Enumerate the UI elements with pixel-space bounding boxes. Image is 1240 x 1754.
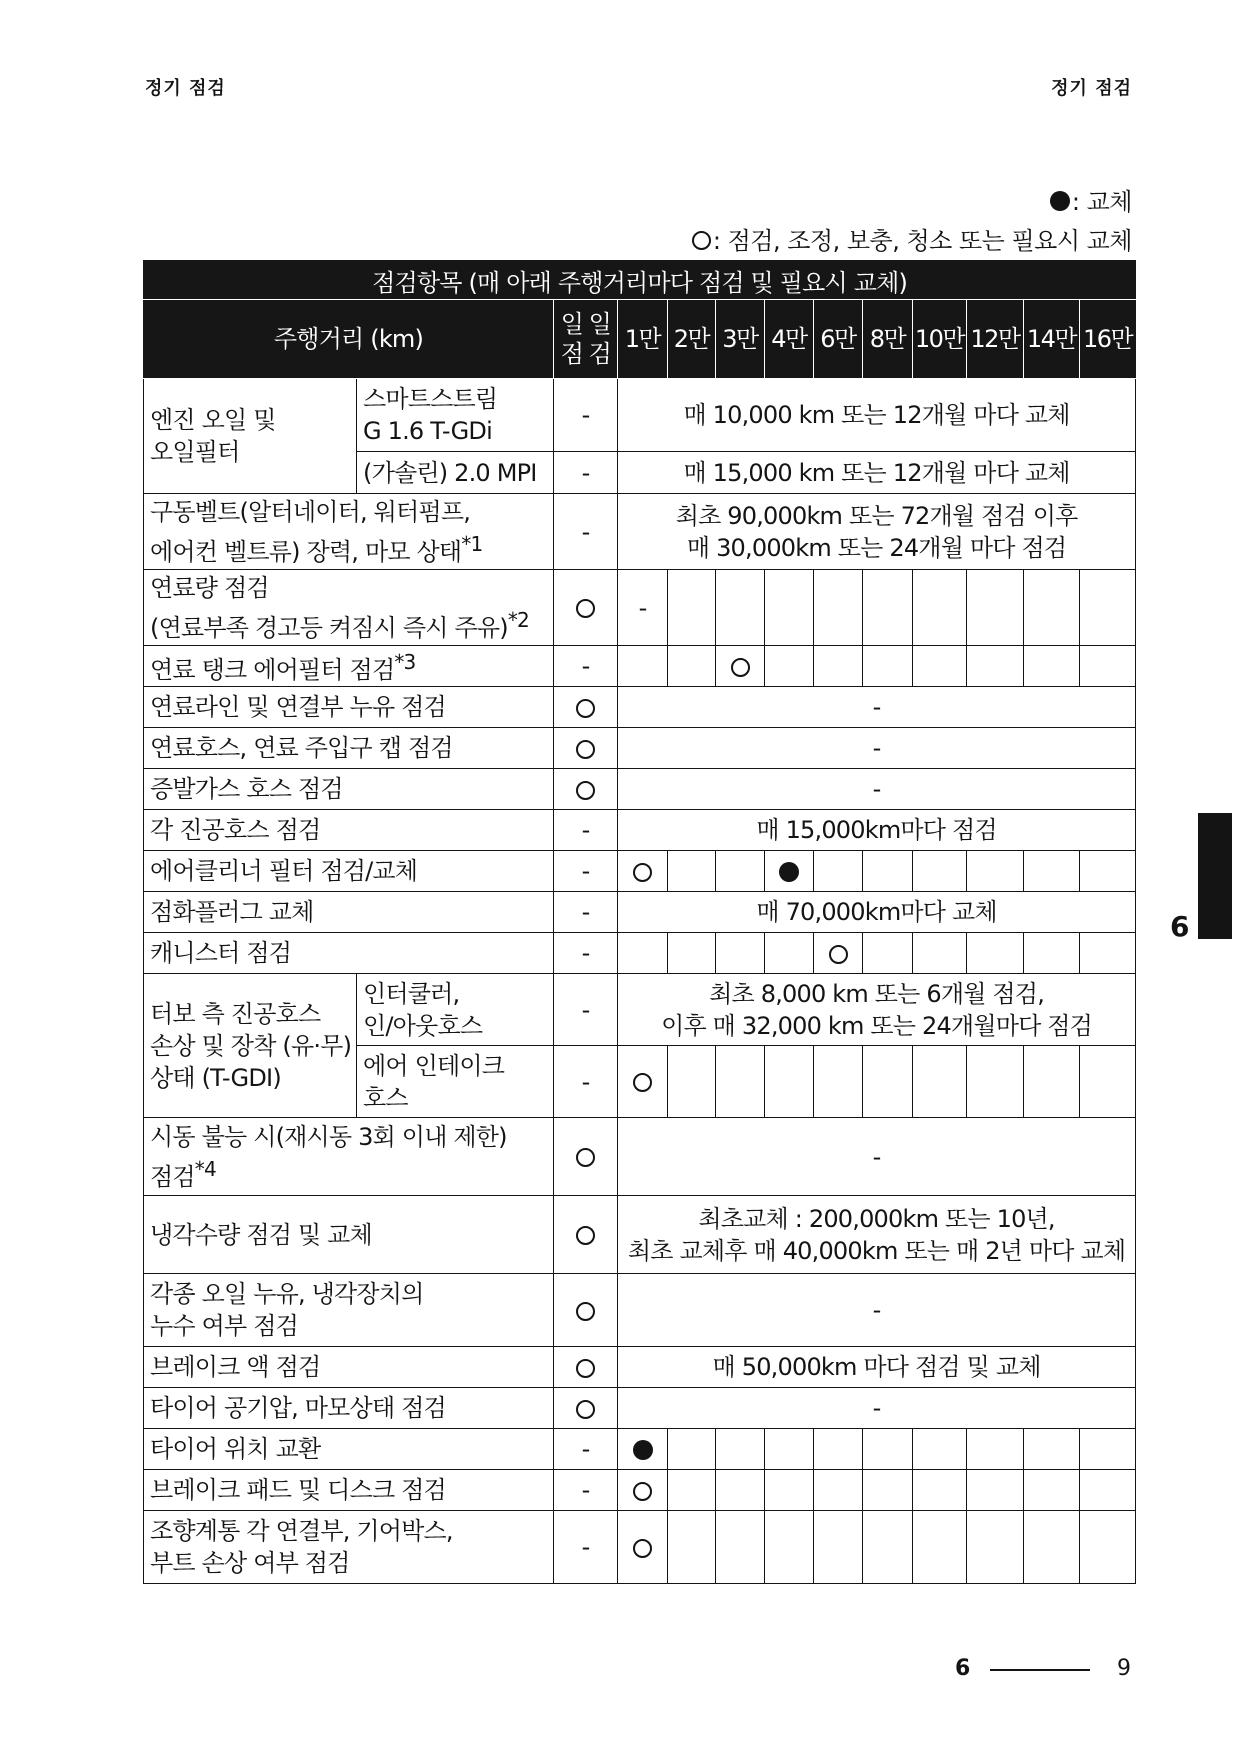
interval-cell [765, 1511, 814, 1584]
interval-cell [863, 933, 913, 974]
interval-header: 16만 [1080, 300, 1136, 379]
chapter-tab-marker [1198, 813, 1232, 939]
interval-cell [1024, 1429, 1080, 1470]
item-air-cleaner: 에어클리너 필터 점검/교체 [144, 851, 554, 892]
item-fuel-tank-filter [144, 646, 554, 687]
interval-cell [716, 646, 765, 687]
daily-cell: - [554, 1470, 618, 1511]
interval-header: 2만 [668, 300, 716, 379]
daily-cell [554, 687, 618, 728]
open-circle-icon [576, 599, 595, 618]
filled-dot-icon [633, 1440, 653, 1460]
interval-cell [863, 1470, 913, 1511]
item-label-line: 구동벨트(알터네이터, 워터펌프, [150, 497, 471, 526]
interval-cell [814, 1470, 863, 1511]
item-fuel-line: 연료라인 및 연결부 누유 점검 [144, 687, 554, 728]
interval-cell [967, 1470, 1024, 1511]
table-row [144, 1470, 1136, 1511]
item-drive-belt [144, 494, 554, 570]
daily-cell [554, 570, 618, 646]
footnote-ref: *1 [461, 531, 483, 556]
sub-item-label [357, 379, 554, 452]
daily-cell: - [554, 1046, 618, 1118]
table-row [144, 646, 1136, 687]
item-brake-pad: 브레이크 패드 및 디스크 점검 [144, 1470, 554, 1511]
item-oil-leak [144, 1274, 554, 1347]
interval-cell [913, 933, 967, 974]
item-label-line: 시동 불능 시(재시동 3회 이내 제한) [150, 1122, 507, 1151]
daily-cell: - [554, 646, 618, 687]
table-row [144, 1511, 1136, 1584]
interval-cell [967, 646, 1024, 687]
interval-cell [814, 851, 863, 892]
item-fuel-level [144, 570, 554, 646]
interval-cell [668, 570, 716, 646]
table-row [144, 892, 1136, 933]
open-circle-icon [731, 658, 750, 677]
interval-span-line: 이후 매 32,000 km 또는 24개월마다 점검 [661, 1011, 1093, 1040]
daily-cell: - [554, 1429, 618, 1470]
interval-cell [618, 851, 668, 892]
interval-span [618, 494, 1136, 570]
daily-cell [554, 1388, 618, 1429]
daily-check-header-line: 일 일 [560, 310, 611, 338]
open-circle-icon [633, 1073, 652, 1092]
interval-span-line: 최초교체 : 200,000km 또는 10년, [698, 1204, 1055, 1233]
interval-cell [1080, 851, 1136, 892]
interval-cell [618, 1511, 668, 1584]
interval-span: - [618, 728, 1136, 769]
interval-cell [814, 570, 863, 646]
sub-item-label-line: 에어 인테이크 [363, 1051, 505, 1080]
interval-cell [668, 1429, 716, 1470]
daily-check-header-line: 점 검 [560, 340, 611, 368]
item-label-line: 조향계통 각 연결부, 기어박스, [150, 1517, 453, 1545]
interval-header: 1만 [618, 300, 668, 379]
item-no-start [144, 1118, 554, 1196]
interval-cell [863, 851, 913, 892]
item-canister: 캐니스터 점검 [144, 933, 554, 974]
interval-cell [668, 1511, 716, 1584]
interval-cell [1080, 646, 1136, 687]
item-tire-rotation: 타이어 위치 교환 [144, 1429, 554, 1470]
interval-cell [668, 1046, 716, 1118]
interval-span: - [618, 1118, 1136, 1196]
table-row [144, 769, 1136, 810]
table-row [144, 494, 1136, 570]
interval-span-line: 최초 90,000km 또는 72개월 점검 이후 [675, 501, 1078, 530]
sub-item-label-line: 호스 [363, 1083, 408, 1112]
interval-cell [913, 646, 967, 687]
open-circle-icon [576, 1400, 595, 1419]
interval-cell [967, 1511, 1024, 1584]
interval-span: 매 50,000km 마다 점검 및 교체 [618, 1347, 1136, 1388]
open-circle-icon [576, 1359, 595, 1378]
interval-cell [765, 851, 814, 892]
interval-cell [814, 1511, 863, 1584]
daily-cell [554, 728, 618, 769]
interval-cell [1080, 1046, 1136, 1118]
running-header-right: 정기 점검 [1051, 78, 1132, 99]
interval-cell [716, 1046, 765, 1118]
item-spark-plug: 점화플러그 교체 [144, 892, 554, 933]
interval-span-line: 매 30,000km 또는 24개월 마다 점검 [686, 533, 1067, 562]
open-circle-icon [633, 863, 652, 882]
legend-inspect-label: : 점검, 조정, 보충, 청소 또는 필요시 교체 [712, 227, 1132, 255]
interval-cell [716, 570, 765, 646]
interval-span-line: 최초 8,000 km 또는 6개월 점검, [709, 979, 1045, 1008]
table-row [144, 810, 1136, 851]
item-turbo-vacuum-hose [144, 974, 357, 1118]
table-row [144, 1429, 1136, 1470]
interval-cell [716, 933, 765, 974]
daily-cell: - [554, 974, 618, 1046]
interval-cell [1080, 1511, 1136, 1584]
daily-cell: - [554, 892, 618, 933]
interval-cell [913, 1429, 967, 1470]
interval-cell [814, 1046, 863, 1118]
daily-cell: - [554, 494, 618, 570]
table-row [144, 379, 1136, 452]
open-circle-icon [576, 699, 595, 718]
item-vacuum-hose: 각 진공호스 점검 [144, 810, 554, 851]
footer-section-number: 6 [955, 1656, 971, 1681]
interval-cell [668, 646, 716, 687]
table-row [144, 974, 1136, 1046]
interval-cell [618, 1046, 668, 1118]
table-row [144, 1274, 1136, 1347]
interval-span-line: 최초 교체후 매 40,000km 또는 매 2년 마다 교체 [627, 1236, 1126, 1265]
sub-item-label-line: 스마트스트림 [363, 385, 498, 413]
interval-header: 4만 [765, 300, 814, 379]
interval-cell [863, 646, 913, 687]
item-fuel-hose: 연료호스, 연료 주입구 캡 점검 [144, 728, 554, 769]
interval-header: 10만 [913, 300, 967, 379]
interval-span: - [618, 769, 1136, 810]
item-label-line: 에어컨 벨트류) 장력, 마모 상태 [150, 537, 462, 566]
interval-cell [863, 1511, 913, 1584]
footnote-ref: *2 [507, 607, 529, 632]
interval-cell [618, 1470, 668, 1511]
daily-cell [554, 769, 618, 810]
interval-header: 3만 [716, 300, 765, 379]
table-header-row [144, 300, 1136, 379]
filled-dot-icon [1050, 191, 1070, 211]
table-row [144, 687, 1136, 728]
item-coolant: 냉각수량 점검 및 교체 [144, 1196, 554, 1274]
open-circle-icon [576, 740, 595, 759]
interval-cell [1024, 1511, 1080, 1584]
interval-cell [1024, 1470, 1080, 1511]
interval-cell [863, 1046, 913, 1118]
item-steering [144, 1511, 554, 1584]
interval-header: 6만 [814, 300, 863, 379]
interval-cell [716, 1511, 765, 1584]
running-header-left: 정기 점검 [145, 78, 226, 99]
interval-cell [863, 570, 913, 646]
interval-span: - [618, 687, 1136, 728]
sub-item-label-line: 인/아웃호스 [363, 1011, 483, 1040]
table-row [144, 1347, 1136, 1388]
item-label-line: 부트 손상 여부 점검 [150, 1549, 350, 1577]
interval-cell [863, 1429, 913, 1470]
interval-cell [1080, 570, 1136, 646]
interval-cell [1080, 1470, 1136, 1511]
table-title-row [144, 261, 1136, 300]
footer-divider [990, 1669, 1090, 1671]
interval-span: 매 70,000km마다 교체 [618, 892, 1136, 933]
interval-cell [967, 1046, 1024, 1118]
interval-cell [913, 1046, 967, 1118]
daily-cell: - [554, 851, 618, 892]
interval-cell [765, 646, 814, 687]
open-circle-icon [576, 781, 595, 800]
interval-cell [814, 1429, 863, 1470]
table-row [144, 933, 1136, 974]
legend-inspect [692, 221, 1132, 256]
interval-cell [913, 1470, 967, 1511]
item-label-line: 누수 여부 점검 [150, 1312, 298, 1340]
interval-span: 매 15,000km마다 점검 [618, 810, 1136, 851]
interval-cell [913, 570, 967, 646]
daily-check-header [554, 300, 618, 379]
open-circle-icon [829, 945, 848, 964]
interval-cell: - [618, 570, 668, 646]
interval-cell [1024, 570, 1080, 646]
open-circle-icon [692, 231, 711, 250]
item-label-line: (연료부족 경고등 켜짐시 즉시 주유) [150, 613, 508, 642]
interval-cell [618, 933, 668, 974]
sub-item-label-line: 인터쿨러, [363, 979, 460, 1008]
interval-cell [967, 570, 1024, 646]
interval-cell [668, 851, 716, 892]
item-vapor-hose: 증발가스 호스 점검 [144, 769, 554, 810]
sub-item-label: (가솔린) 2.0 MPI [357, 452, 554, 494]
open-circle-icon [576, 1148, 595, 1167]
daily-cell: - [554, 810, 618, 851]
item-label-line: 엔진 오일 및 [150, 406, 276, 434]
footnote-ref: *4 [194, 1156, 216, 1181]
open-circle-icon [576, 1302, 595, 1321]
table-row [144, 1118, 1136, 1196]
footer-page-number: 9 [1117, 1656, 1131, 1681]
filled-dot-icon [779, 862, 799, 882]
mileage-header: 주행거리 (km) [144, 300, 554, 379]
daily-cell: - [554, 452, 618, 494]
interval-cell [1024, 933, 1080, 974]
daily-cell [554, 1274, 618, 1347]
item-label-line: 손상 및 장착 (유·무) [150, 1031, 352, 1060]
interval-span: - [618, 1388, 1136, 1429]
table-row [144, 851, 1136, 892]
table-row [144, 1196, 1136, 1274]
interval-cell [765, 1470, 814, 1511]
daily-cell: - [554, 933, 618, 974]
item-brake-fluid: 브레이크 액 점검 [144, 1347, 554, 1388]
interval-span [618, 1196, 1136, 1274]
item-label-line: 상태 (T-GDI) [150, 1063, 281, 1092]
open-circle-icon [633, 1539, 652, 1558]
interval-span: - [618, 1274, 1136, 1347]
interval-cell [1080, 1429, 1136, 1470]
interval-span [618, 974, 1136, 1046]
item-label-line: 연료량 점검 [150, 573, 269, 602]
interval-cell [765, 933, 814, 974]
chapter-tab-number: 6 [1170, 910, 1190, 943]
interval-cell [967, 933, 1024, 974]
interval-cell [668, 1470, 716, 1511]
maintenance-schedule-table [143, 260, 1136, 1584]
interval-cell [1080, 933, 1136, 974]
daily-cell: - [554, 379, 618, 452]
interval-cell [716, 851, 765, 892]
interval-cell [913, 1511, 967, 1584]
interval-cell [1024, 851, 1080, 892]
item-label-line: 점검 [150, 1162, 195, 1191]
interval-cell [765, 1046, 814, 1118]
daily-cell [554, 1347, 618, 1388]
sub-item-label [357, 1046, 554, 1118]
interval-span: 매 10,000 km 또는 12개월 마다 교체 [618, 379, 1136, 452]
table-row [144, 1388, 1136, 1429]
item-label-line: 각종 오일 누유, 냉각장치의 [150, 1280, 424, 1308]
interval-span: 매 15,000 km 또는 12개월 마다 교체 [618, 452, 1136, 494]
footnote-ref: *3 [394, 650, 416, 674]
interval-cell [618, 646, 668, 687]
interval-header: 14만 [1024, 300, 1080, 379]
interval-cell [913, 851, 967, 892]
interval-cell [967, 1429, 1024, 1470]
interval-cell [814, 933, 863, 974]
interval-cell [668, 933, 716, 974]
interval-cell [716, 1470, 765, 1511]
interval-header: 8만 [863, 300, 913, 379]
item-label: 연료 탱크 에어필터 점검 [150, 656, 395, 684]
open-circle-icon [633, 1482, 652, 1501]
interval-cell [814, 646, 863, 687]
interval-header: 12만 [967, 300, 1024, 379]
table-row [144, 728, 1136, 769]
interval-cell [618, 1429, 668, 1470]
item-label-line: 터보 측 진공호스 [150, 999, 321, 1028]
table-row [144, 570, 1136, 646]
item-tire-pressure: 타이어 공기압, 마모상태 점검 [144, 1388, 554, 1429]
table-title: 점검항목 (매 아래 주행거리마다 점검 및 필요시 교체) [144, 261, 1136, 300]
daily-cell: - [554, 1511, 618, 1584]
legend-replace-label: : 교체 [1071, 188, 1132, 216]
legend-replace [1050, 182, 1132, 217]
item-label-line: 오일필터 [150, 438, 240, 466]
interval-cell [967, 851, 1024, 892]
interval-cell [1024, 646, 1080, 687]
interval-cell [765, 1429, 814, 1470]
sub-item-label [357, 974, 554, 1046]
daily-cell [554, 1196, 618, 1274]
interval-cell [1024, 1046, 1080, 1118]
interval-cell [716, 1429, 765, 1470]
sub-item-label-line: G 1.6 T-GDi [363, 417, 492, 445]
daily-cell [554, 1118, 618, 1196]
item-engine-oil [144, 379, 357, 494]
open-circle-icon [576, 1226, 595, 1245]
interval-cell [765, 570, 814, 646]
